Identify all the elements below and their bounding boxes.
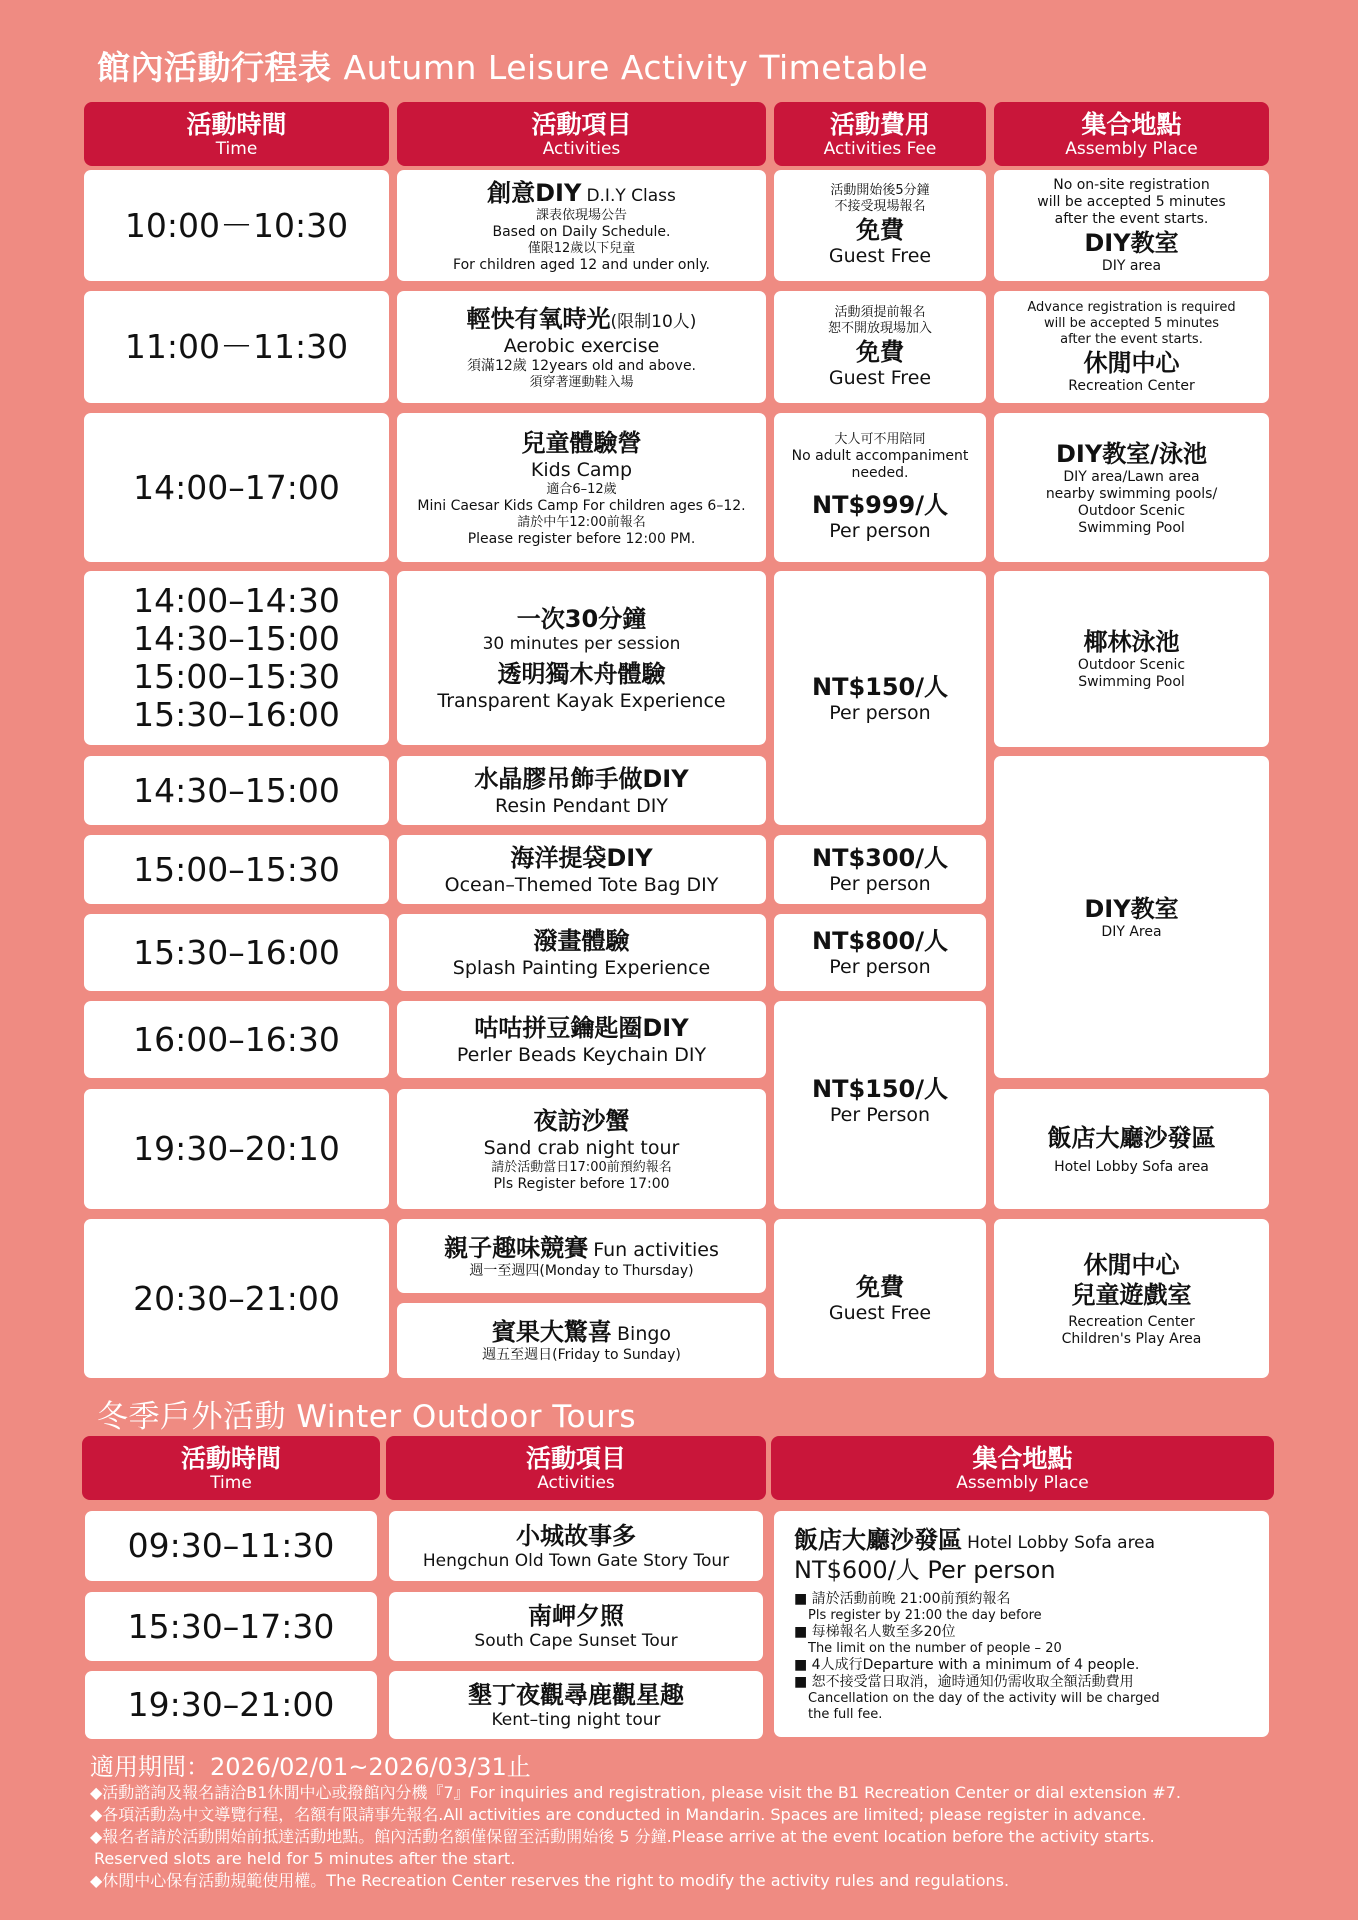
winter-place-cell [774, 1511, 1269, 1737]
time-cell [84, 170, 389, 281]
activity-title: 潑畫體驗 [533, 926, 630, 955]
fee-value: 免費 [856, 1273, 904, 1301]
fee-value: NT$999/人 [811, 491, 949, 519]
time-cell [84, 1219, 389, 1378]
activity-note: Mini Caesar Kids Camp For children ages 6–12. [417, 497, 746, 514]
header-fee [774, 102, 986, 166]
activity-title: 海洋提袋DIY [510, 843, 653, 872]
fee-note: 活動須提前報名 [834, 304, 926, 320]
activity-title: 輕快有氧時光 [466, 304, 611, 333]
activity-cell [397, 170, 766, 281]
header-fee-zh: 活動費用 [829, 110, 930, 139]
activity-title-en: Ocean–Themed Tote Bag DIY [444, 873, 719, 896]
activity-note: For children aged 12 and under only. [453, 256, 710, 273]
fee-cell [774, 1001, 986, 1209]
header-activities-zh: 活動項目 [531, 110, 632, 139]
winter-title-zh: 冬季戶外活動 [97, 1399, 286, 1435]
footer-note: ◆報名者請於活動開始前抵達活動地點。館內活動名額僅保留至活動開始後 5 分鐘.Please arrive at the event location before the activity starts. [90, 1827, 1155, 1846]
header-activities-en: Activities [542, 139, 621, 159]
place-name-en: DIY Area [1101, 923, 1162, 940]
fee-note: No adult accompaniment [791, 448, 969, 464]
activity-cell [397, 914, 766, 991]
activity-note: Pls Register before 17:00 [493, 1175, 670, 1192]
header-activities [397, 102, 766, 166]
place-name-en: Recreation Center [1068, 1313, 1195, 1330]
activity-cell [397, 1089, 766, 1209]
time-cell [84, 413, 389, 562]
place-name: DIY教室 [1084, 894, 1179, 923]
activity-note: 一次30分鐘 [516, 604, 647, 633]
activity-title-en: Kids Camp [530, 458, 633, 481]
activity-note: 適合6–12歲 [546, 481, 617, 497]
place-note: will be accepted 5 minutes [1044, 315, 1219, 331]
header-place [994, 102, 1269, 166]
activity-title-en: Hengchun Old Town Gate Story Tour [422, 1550, 730, 1571]
place-cell [994, 1219, 1269, 1378]
time-text: 20:30–21:00 [133, 1278, 340, 1318]
place-name-en: Children's Play Area [1061, 1330, 1202, 1347]
fee-cell [774, 291, 986, 403]
activity-title-en: Splash Painting Experience [452, 956, 711, 979]
place-name: DIY教室/泳池 [1056, 439, 1207, 468]
place-note: nearby swimming pools/ [1045, 485, 1218, 502]
time-cell [84, 1001, 389, 1078]
place-note: after the event starts. [1054, 210, 1209, 227]
page-title [97, 42, 928, 89]
place-cell [994, 291, 1269, 403]
winter-header-time [82, 1436, 380, 1500]
rule-item-en: the full fee. [808, 1707, 883, 1722]
place-cell [994, 1089, 1269, 1209]
winter-header-place [771, 1436, 1274, 1500]
time-text: 19:30–21:00 [127, 1685, 335, 1724]
activity-title-en: D.I.Y Class [586, 185, 676, 206]
fee-value: 免費 [856, 337, 904, 366]
header-activities-en: Activities [537, 1473, 615, 1493]
activity-title: 墾丁夜觀尋鹿觀星趣 [468, 1680, 684, 1709]
place-note: Outdoor Scenic [1077, 502, 1186, 519]
place-name-en: DIY area [1101, 257, 1162, 274]
fee-note: 恕不開放現場加入 [827, 320, 932, 336]
rule-item: ■ 恕不接受當日取消，逾時通知仍需收取全額活動費用 [794, 1674, 1134, 1690]
place-name: 休閒中心 [1083, 1250, 1180, 1279]
place-name: 休閒中心 [1083, 348, 1180, 377]
activity-cell [397, 291, 766, 403]
activity-note: 請於中午12:00前報名 [517, 514, 646, 530]
time-text: 15:30–16:00 [133, 932, 340, 972]
footer-note: ◆休閒中心保有活動規範使用權。The Recreation Center reserves the right to modify the activity rules and regulations. [90, 1871, 1010, 1890]
winter-title [97, 1391, 636, 1436]
activity-title-en: Kent–ting night tour [491, 1709, 661, 1730]
rule-item-en: Pls register by 21:00 the day before [808, 1608, 1042, 1623]
header-activities-zh: 活動項目 [525, 1444, 626, 1473]
rule-item: ■ 請於活動前晚 21:00前預約報名 [794, 1591, 1011, 1607]
activity-cell [397, 835, 766, 904]
time-cell [85, 1511, 377, 1581]
fee-value-en: Per person [829, 956, 931, 978]
rule-item: ■ 4人成行Departure with a minimum of 4 people. [794, 1657, 1140, 1673]
time-cell [85, 1671, 377, 1739]
place-note: Advance registration is required [1027, 299, 1236, 315]
place-name: DIY教室 [1084, 228, 1179, 257]
place-name: 飯店大廳沙發區 [794, 1526, 962, 1554]
time-cell [84, 1089, 389, 1209]
activity-note: 請於活動當日17:00前預約報名 [491, 1159, 672, 1175]
activity-title: 小城故事多 [516, 1521, 636, 1550]
footer-note: ◆各項活動為中文導覽行程，名額有限請事先報名.All activities are conducted in Mandarin. Spaces are limited; please register in advance. [90, 1805, 1147, 1824]
place-name: 兒童遊戲室 [1071, 1280, 1192, 1309]
time-text: 10:00－10:30 [124, 205, 349, 245]
activity-cell [397, 1219, 766, 1293]
place-cell [994, 170, 1269, 281]
time-cell [84, 914, 389, 991]
fee-cell [774, 571, 986, 825]
time-text: 16:00–16:30 [133, 1019, 340, 1059]
time-text: 15:30–17:30 [127, 1606, 335, 1646]
time-cell [85, 1592, 377, 1661]
place-note: after the event starts. [1060, 331, 1203, 347]
header-time-en: Time [215, 139, 258, 159]
activity-note: 課表依現場公告 [535, 207, 627, 223]
time-cell [84, 291, 389, 403]
time-cell [84, 571, 389, 745]
fee-value-en: Per person [829, 873, 931, 895]
activity-note: 週一至週四(Monday to Thursday) [469, 1262, 694, 1279]
footer-note: ◆活動諮詢及報名請洽B1休閒中心或撥館內分機『7』For inquiries and registration, please visit the B1 Recreation Center or dial extension #7. [90, 1783, 1181, 1802]
time-text: 14:00–14:30 [133, 581, 340, 620]
fee-cell [774, 413, 986, 562]
activity-title: 夜訪沙蟹 [533, 1106, 630, 1135]
time-cell [84, 835, 389, 904]
time-text: 14:00–17:00 [133, 467, 340, 507]
activity-title-en: Aerobic exercise [503, 334, 660, 357]
place-name: 椰林泳池 [1083, 628, 1180, 656]
activity-note: (限制10人) [610, 311, 697, 332]
header-time [84, 102, 389, 166]
activity-title-en: South Cape Sunset Tour [474, 1631, 678, 1651]
time-text: 11:00－11:30 [124, 327, 349, 366]
activity-title-en: Perler Beads Keychain DIY [456, 1043, 707, 1066]
activity-cell [389, 1592, 763, 1661]
title-en: Autumn Leisure Activity Timetable [343, 48, 929, 87]
activity-title-en: Resin Pendant DIY [495, 794, 668, 817]
activity-title-en: Fun activities [593, 1238, 719, 1261]
rule-item-en: Cancellation on the day of the activity will be charged [808, 1691, 1160, 1706]
fee-value-en: Guest Free [828, 1302, 932, 1324]
place-note: Outdoor Scenic [1077, 657, 1186, 673]
activity-cell [389, 1511, 763, 1581]
winter-header-activities [386, 1436, 766, 1500]
activity-cell [397, 1001, 766, 1078]
time-text: 14:30–15:00 [133, 619, 340, 658]
fee-value: 免費 [856, 216, 904, 244]
rule-item: ■ 每梯報名人數至多20位 [794, 1624, 956, 1640]
activity-note: 週五至週日(Friday to Sunday) [482, 1347, 681, 1363]
activity-title: 咕咕拼豆鑰匙圈DIY [474, 1013, 689, 1042]
time-text: 15:00–15:30 [133, 849, 340, 889]
header-time-zh: 活動時間 [186, 110, 287, 139]
place-name-en: Recreation Center [1068, 377, 1195, 394]
fee-value-en: Per person [829, 520, 931, 542]
place-note: Swimming Pool [1078, 519, 1185, 536]
winter-price: NT$600/人 Per person [794, 1556, 1056, 1584]
activity-title: 兒童體驗營 [521, 428, 642, 457]
activity-note: 須穿著運動鞋入場 [529, 374, 634, 390]
place-cell [994, 756, 1269, 1078]
activity-title: 水晶膠吊飾手做DIY [474, 764, 689, 793]
time-text: 15:00–15:30 [133, 657, 340, 696]
fee-note: 大人可不用陪同 [834, 432, 926, 447]
fee-note: 活動開始後5分鐘 [830, 183, 930, 198]
header-fee-en: Activities Fee [823, 139, 937, 159]
winter-title-en: Winter Outdoor Tours [296, 1399, 637, 1435]
activity-title: 親子趣味競賽 [444, 1233, 589, 1262]
time-text: 15:30–16:00 [133, 695, 340, 734]
activity-note: 僅限12歲以下兒童 [527, 240, 636, 256]
fee-value-en: Guest Free [828, 366, 932, 389]
activity-title: 賓果大驚喜 [491, 1318, 612, 1346]
activity-title-en: Transparent Kayak Experience [437, 689, 726, 712]
fee-value: NT$150/人 [811, 672, 949, 701]
header-place-zh: 集合地點 [972, 1444, 1073, 1473]
header-time-en: Time [210, 1473, 252, 1493]
rule-item-en: The limit on the number of people – 20 [808, 1641, 1062, 1656]
footer-note: Reserved slots are held for 5 minutes after the start. [94, 1849, 516, 1868]
time-text: 19:30–20:10 [133, 1129, 340, 1168]
activity-title: 透明獨木舟體驗 [497, 659, 666, 688]
fee-value-en: Guest Free [828, 245, 932, 267]
footer [90, 1752, 1181, 1892]
fee-note: needed. [851, 465, 909, 481]
fee-value: NT$300/人 [811, 844, 949, 872]
time-text: 14:30–15:00 [133, 770, 340, 810]
place-cell [994, 413, 1269, 562]
fee-cell [774, 914, 986, 991]
place-note: will be accepted 5 minutes [1037, 193, 1226, 210]
time-cell [84, 756, 389, 825]
place-name-en: Hotel Lobby Sofa area [1054, 1158, 1209, 1175]
fee-value: NT$800/人 [811, 927, 949, 955]
time-text: 09:30–11:30 [127, 1526, 335, 1565]
activity-title-en: Bingo [617, 1323, 672, 1345]
place-note: DIY area/Lawn area [1063, 468, 1200, 485]
fee-cell [774, 835, 986, 904]
fee-value-en: Per person [829, 701, 931, 724]
place-note: Swimming Pool [1078, 674, 1185, 690]
fee-value: NT$150/人 [811, 1075, 949, 1103]
activity-cell [397, 756, 766, 825]
header-place-zh: 集合地點 [1081, 110, 1182, 139]
activity-cell [397, 571, 766, 745]
fee-note: 不接受現場報名 [834, 199, 926, 214]
fee-cell [774, 1219, 986, 1378]
activity-note: 須滿12歲 12years old and above. [466, 357, 697, 374]
activity-title: 創意DIY [487, 178, 582, 207]
title-zh: 館內活動行程表 [97, 48, 332, 87]
header-time-zh: 活動時間 [180, 1444, 281, 1473]
header-place-en: Assembly Place [956, 1473, 1089, 1493]
place-note: No on-site registration [1053, 176, 1210, 193]
fee-value-en: Per Person [829, 1104, 931, 1126]
header-place-en: Assembly Place [1065, 139, 1198, 159]
activity-title-en: Sand crab night tour [483, 1136, 680, 1159]
activity-cell [397, 1303, 766, 1378]
place-name: 飯店大廳沙發區 [1047, 1123, 1216, 1152]
activity-title: 南岬夕照 [528, 1602, 624, 1630]
activity-cell [389, 1671, 763, 1739]
activity-cell [397, 413, 766, 562]
place-name-en: Hotel Lobby Sofa area [967, 1533, 1156, 1553]
place-cell [994, 571, 1269, 747]
activity-note: Please register before 12:00 PM. [467, 530, 696, 547]
fee-cell [774, 170, 986, 281]
activity-note: Based on Daily Schedule. [492, 223, 671, 240]
validity-period: 適用期間：2026/02/01~2026/03/31止 [90, 1753, 531, 1781]
activity-note: 30 minutes per session [482, 633, 681, 654]
